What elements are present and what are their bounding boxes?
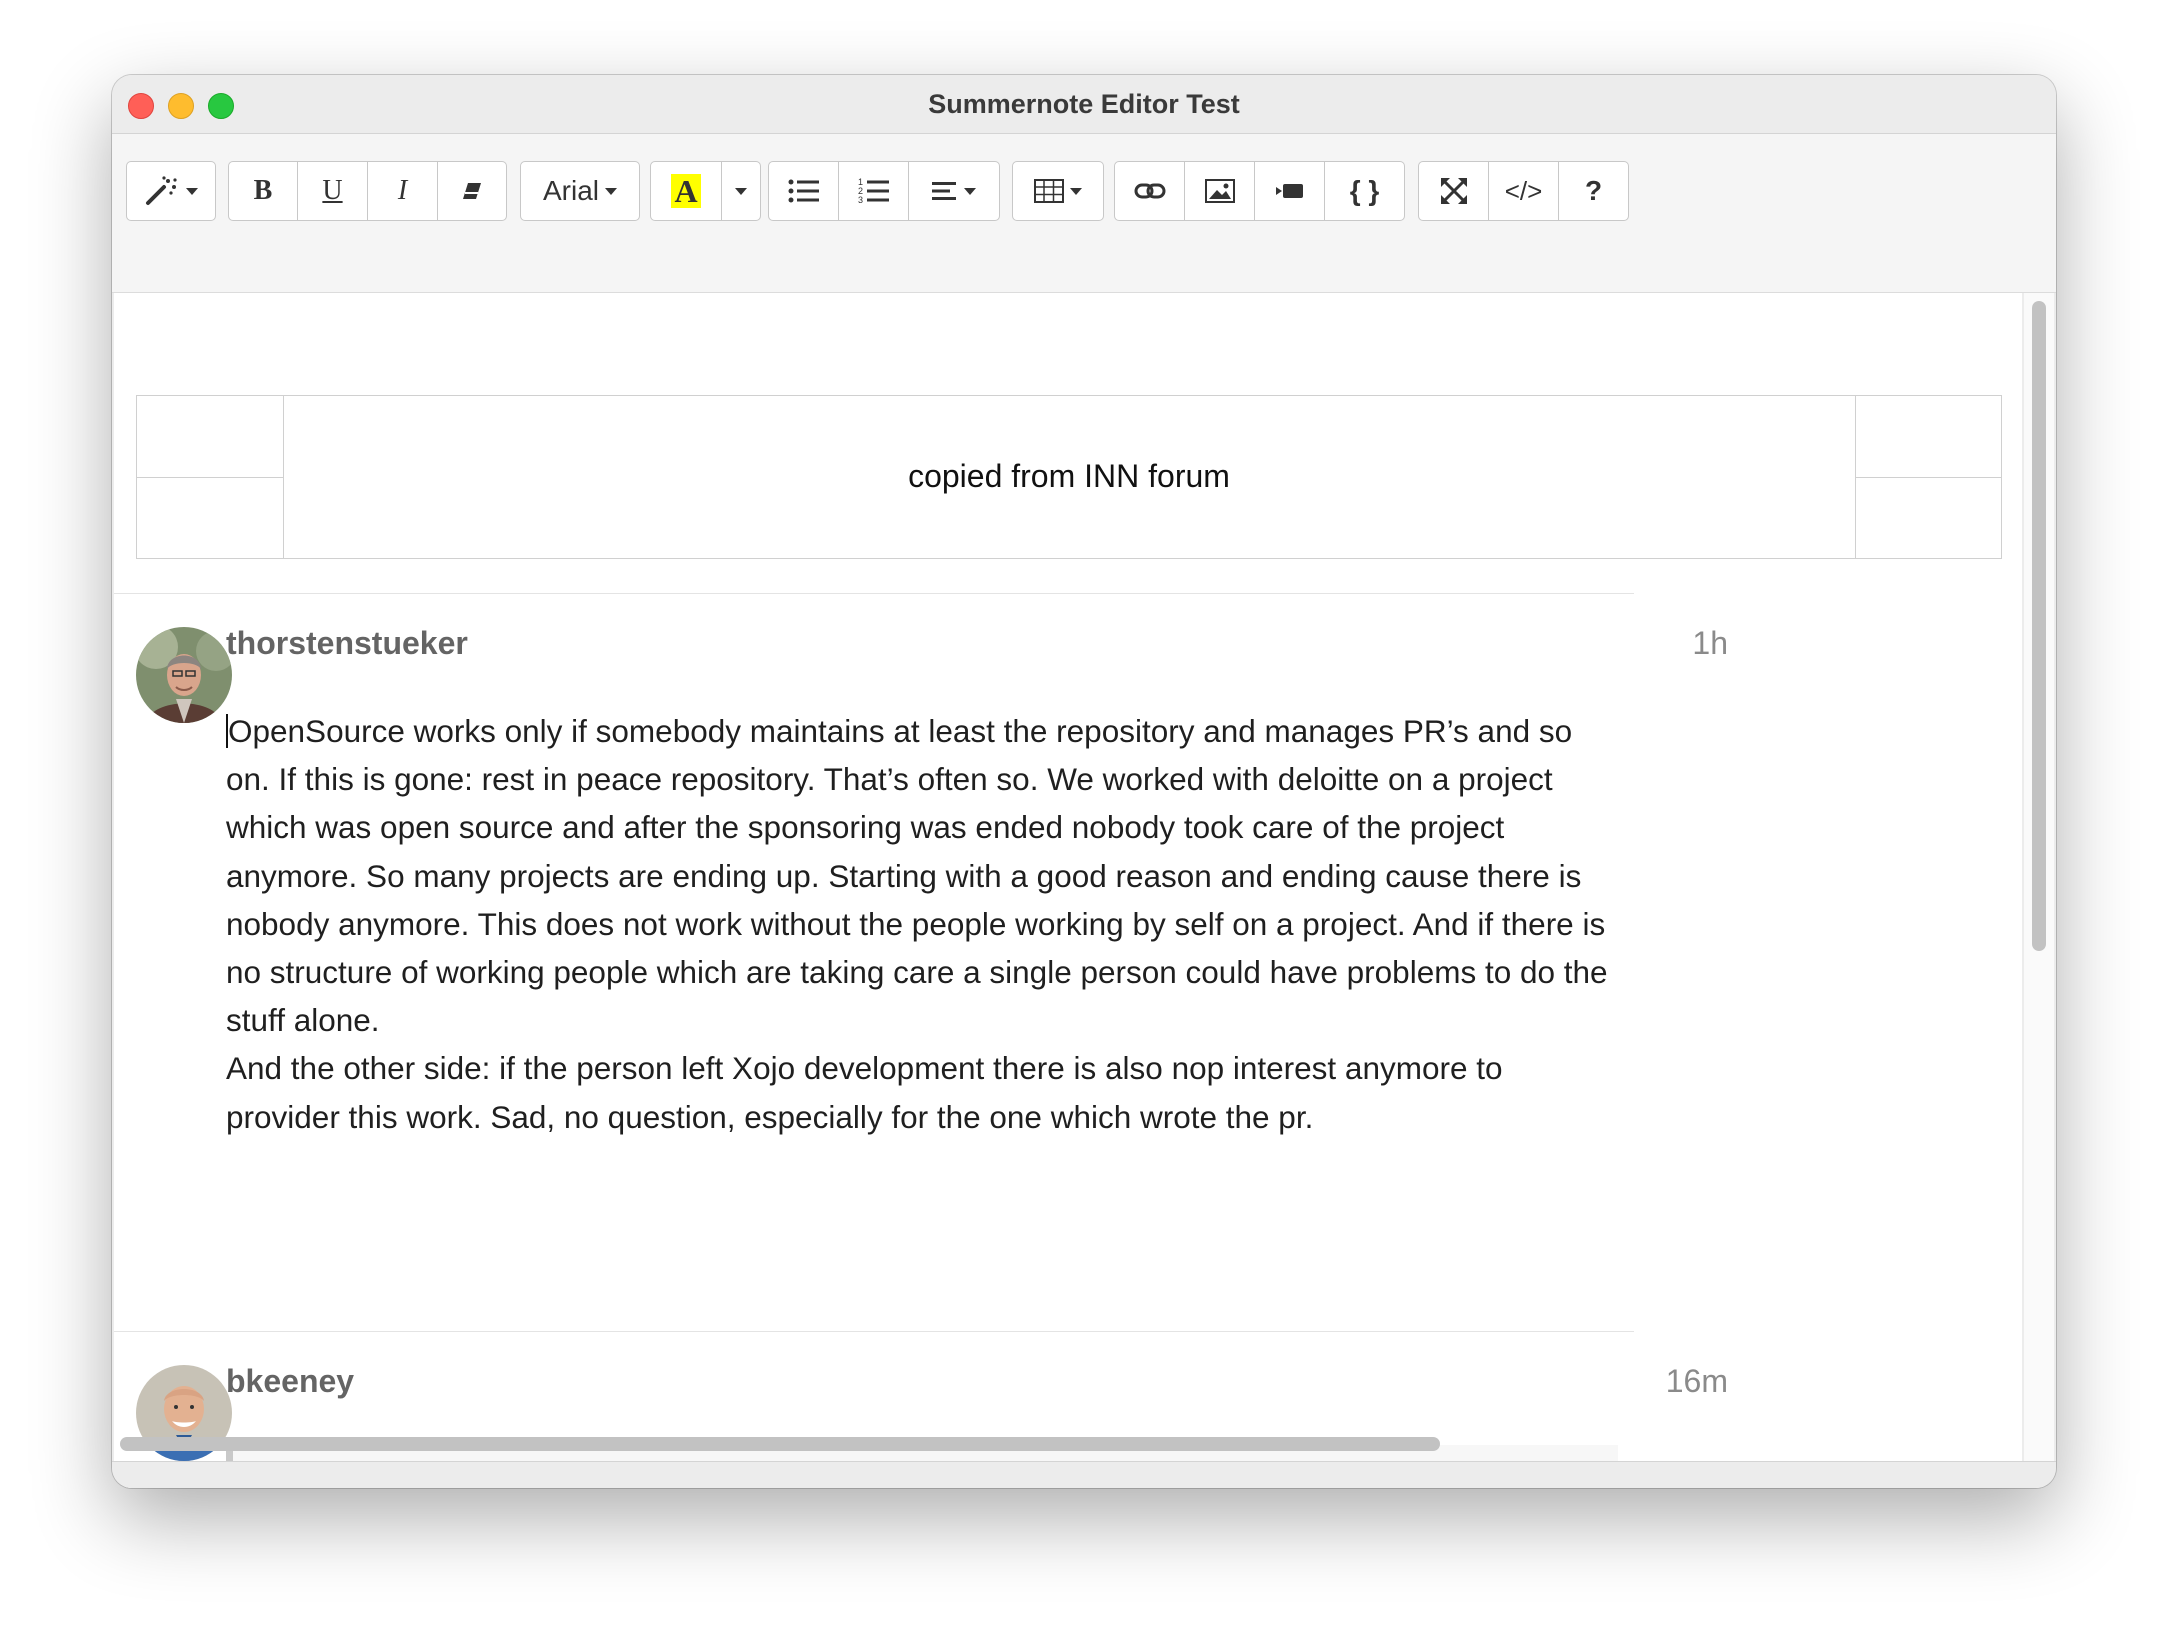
layout-table[interactable]	[136, 395, 2002, 559]
help-button[interactable]	[1558, 161, 1629, 221]
avatar	[136, 627, 232, 723]
paragraph-align-dropdown[interactable]	[908, 161, 1000, 221]
post-username[interactable]: bkeeney	[226, 1363, 355, 1399]
table-dropdown-button[interactable]	[1012, 161, 1104, 221]
insert-image-button[interactable]	[1184, 161, 1255, 221]
font-name-dropdown[interactable]	[520, 161, 640, 221]
post-paragraph	[226, 707, 1618, 1044]
font-style-group	[228, 161, 507, 221]
bold-button[interactable]	[228, 161, 298, 221]
post-paragraph: And the other side: if the person left Xojo development there is also nop interest anymore to provider this work. Sad, no question, especially for the one which wrote the pr.	[226, 1050, 1503, 1135]
table-icon	[1034, 179, 1064, 203]
table-row-divider	[137, 477, 283, 478]
post-divider	[114, 1331, 1634, 1332]
bold-icon: B	[253, 175, 273, 206]
post-body[interactable]	[226, 707, 1618, 1141]
svg-text:2: 2	[857, 186, 863, 196]
fullscreen-button[interactable]	[1418, 161, 1489, 221]
insert-video-button[interactable]	[1254, 161, 1325, 221]
ordered-list-icon	[858, 177, 890, 205]
fullscreen-icon	[1440, 177, 1468, 205]
italic-icon: I	[397, 175, 408, 206]
align-icon	[932, 180, 958, 202]
underline-icon: U	[322, 175, 343, 206]
recent-color-button[interactable]	[650, 161, 722, 221]
unordered-list-icon	[788, 178, 820, 204]
caret-down-icon	[605, 188, 617, 195]
color-group	[650, 161, 761, 221]
insert-group	[1114, 161, 1405, 221]
underline-button[interactable]	[297, 161, 368, 221]
image-icon	[1205, 179, 1235, 203]
font-name-group	[520, 161, 640, 221]
ordered-list-button[interactable]	[838, 161, 909, 221]
code-view-icon: </>	[1504, 175, 1543, 206]
editor-window	[112, 75, 2056, 1488]
caret-down-icon	[186, 188, 198, 195]
horizontal-scrollbar-thumb[interactable]	[120, 1437, 1440, 1451]
unordered-list-button[interactable]	[768, 161, 839, 221]
view-group	[1418, 161, 1629, 221]
insert-link-button[interactable]	[1114, 161, 1185, 221]
vertical-scrollbar[interactable]	[2023, 293, 2054, 1488]
clear-format-button[interactable]	[437, 161, 507, 221]
vertical-scrollbar-thumb[interactable]	[2032, 301, 2046, 951]
font-name-label: Arial	[542, 175, 599, 206]
table-row-divider	[1855, 477, 2001, 478]
color-dropdown-button[interactable]	[721, 161, 761, 221]
link-icon	[1134, 181, 1166, 201]
svg-text:1: 1	[857, 177, 863, 187]
magic-wand-icon	[144, 175, 180, 207]
code-block-button[interactable]	[1324, 161, 1405, 221]
paragraph-group	[768, 161, 1000, 221]
status-bar	[112, 1461, 2056, 1488]
font-color-icon: A	[671, 174, 700, 208]
post-username[interactable]: thorstenstueker	[226, 625, 468, 661]
post-divider	[114, 593, 1634, 594]
svg-text:3: 3	[857, 195, 863, 205]
editor-content-area[interactable]	[114, 293, 2022, 1488]
table-group	[1012, 161, 1104, 221]
post-time: 16m	[1665, 1363, 1728, 1399]
style-group	[126, 161, 216, 221]
code-braces-icon: { }	[1349, 175, 1380, 206]
post-time: 1h	[1692, 625, 1728, 661]
italic-button[interactable]	[367, 161, 438, 221]
eraser-icon	[459, 179, 485, 203]
title-bar	[112, 75, 2056, 134]
post-paragraph-text: OpenSource works only if somebody maintains at least the repository and manages PR’s and so on. If this is gone: rest in peace repository. That’s often so. We worked with deloitte on a project which was open source and after the sponsoring was ended nobody took care of the project anymore. So many projects are ending up. Starting with a good reason and ending cause there is nobody anymore. This does not work without the people working by self on a project. And if there is no structure of working people which are taking care a single person could have problems to do the stuff alone.	[226, 713, 1608, 1039]
caret-down-icon	[964, 188, 976, 195]
table-caption: copied from INN forum	[908, 458, 1230, 494]
window-title: Summernote Editor Test	[928, 89, 1240, 119]
caret-down-icon	[1070, 188, 1082, 195]
help-icon: ?	[1584, 175, 1603, 206]
caret-down-icon	[735, 188, 747, 195]
style-dropdown-button[interactable]	[126, 161, 216, 221]
code-view-button[interactable]	[1488, 161, 1559, 221]
video-icon	[1274, 181, 1306, 201]
